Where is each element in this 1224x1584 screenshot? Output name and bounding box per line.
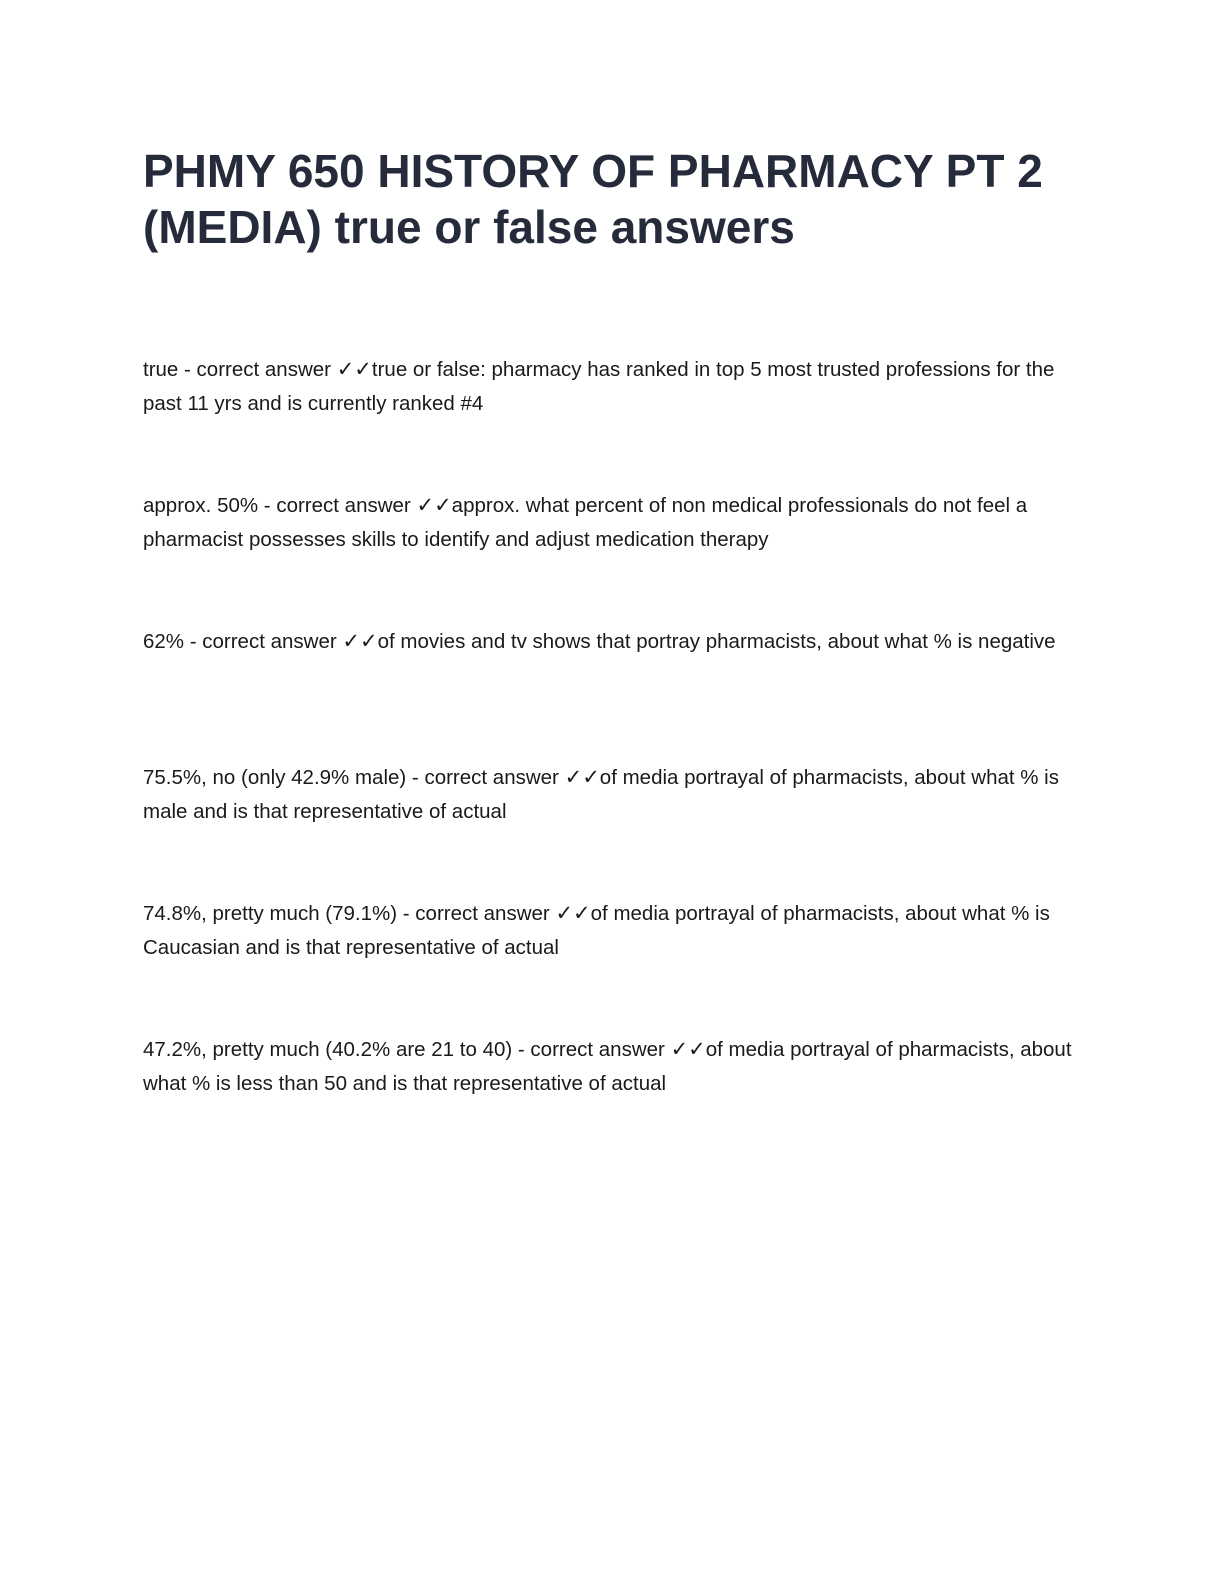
question-text: of media portrayal of pharmacists, about what % is Caucasian and is that representative of actual [143, 902, 1050, 959]
question-text: true or false: pharmacy has ranked in top 5 most trusted professions for the past 11 yrs and is currently ranked #4 [143, 358, 1055, 415]
double-check-icon: ✓✓ [555, 901, 591, 925]
answer-text: true [143, 358, 179, 381]
double-check-icon: ✓✓ [670, 1037, 706, 1061]
double-check-icon: ✓✓ [336, 357, 372, 381]
separator-text: - correct answer [512, 1038, 671, 1061]
answer-text: 74.8%, pretty much (79.1%) [143, 902, 398, 925]
answer-text: approx. 50% [143, 494, 259, 517]
double-check-icon: ✓✓ [416, 493, 452, 517]
qa-item [143, 896, 1083, 1032]
separator-text: - correct answer [184, 630, 343, 653]
answer-text: 75.5%, no (only 42.9% male) [143, 766, 407, 789]
double-check-icon: ✓✓ [342, 629, 378, 653]
answer-text: 47.2%, pretty much (40.2% are 21 to 40) [143, 1038, 513, 1061]
qa-item [143, 760, 1083, 896]
answer-text: 62% [143, 630, 185, 653]
document-title: PHMY 650 HISTORY OF PHARMACY PT 2 (MEDIA) true or false answers [143, 145, 1043, 253]
qa-item [143, 352, 1083, 488]
qa-item [143, 488, 1083, 624]
question-text: of movies and tv shows that portray pharmacists, about what % is negative [377, 630, 1056, 653]
double-check-icon: ✓✓ [564, 765, 600, 789]
qa-list [143, 352, 1083, 1168]
qa-item [143, 624, 1083, 760]
question-text: of media portrayal of pharmacists, about what % is male and is that representative of actual [143, 766, 1059, 823]
separator-text: - correct answer [406, 766, 565, 789]
separator-text: - correct answer [258, 494, 417, 517]
separator-text: - correct answer [178, 358, 337, 381]
qa-item [143, 1032, 1083, 1168]
separator-text: - correct answer [397, 902, 556, 925]
question-text: of media portrayal of pharmacists, about what % is less than 50 and is that representative of actual [143, 1038, 1072, 1095]
question-text: approx. what percent of non medical professionals do not feel a pharmacist possesses skills to identify and adjust medication therapy [143, 494, 1028, 551]
